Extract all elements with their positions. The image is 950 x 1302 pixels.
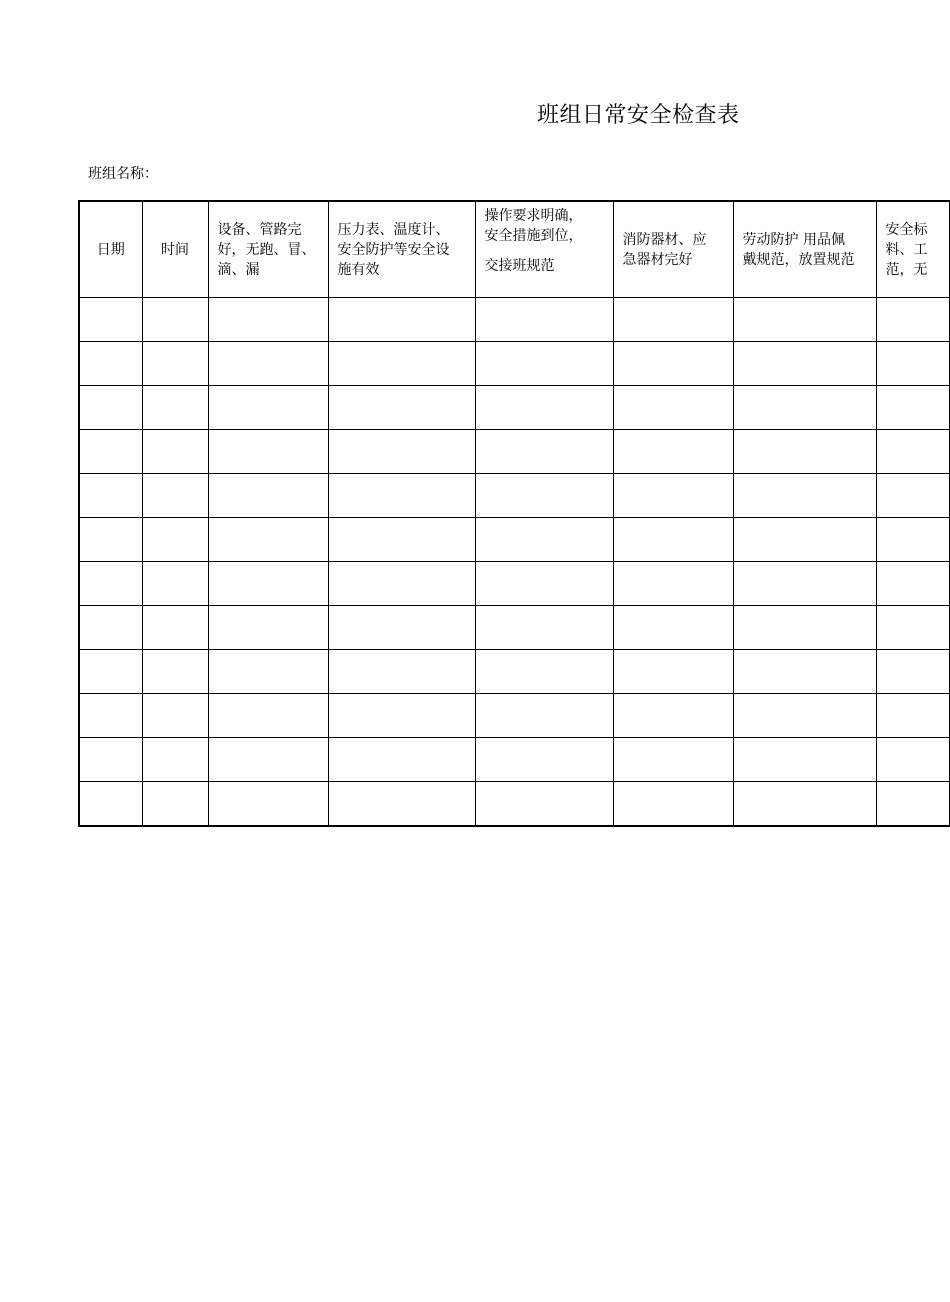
table-cell[interactable] — [328, 342, 475, 386]
table-cell[interactable] — [328, 782, 475, 827]
table-cell[interactable] — [208, 562, 328, 606]
table-cell[interactable] — [208, 694, 328, 738]
column-header-time — [142, 201, 208, 298]
table-cell[interactable] — [733, 694, 876, 738]
table-cell[interactable] — [142, 342, 208, 386]
table-cell[interactable] — [142, 738, 208, 782]
table-cell[interactable] — [79, 342, 142, 386]
table-cell[interactable] — [733, 298, 876, 342]
safety-check-table-container — [78, 200, 928, 824]
table-cell[interactable] — [79, 650, 142, 694]
table-cell[interactable] — [733, 430, 876, 474]
header-line: 劳动防护 用品佩 — [742, 231, 845, 248]
table-cell[interactable] — [475, 386, 613, 430]
table-cell[interactable] — [208, 298, 328, 342]
table-cell[interactable] — [475, 606, 613, 650]
table-cell[interactable] — [142, 606, 208, 650]
header-line: 操作要求明确， — [484, 208, 583, 224]
table-cell[interactable] — [475, 738, 613, 782]
table-cell[interactable] — [733, 650, 876, 694]
column-header-safety-facilities — [328, 201, 475, 298]
header-line: 安全防护等安全设 — [337, 241, 450, 258]
table-cell[interactable] — [142, 650, 208, 694]
table-cell[interactable] — [475, 562, 613, 606]
table-cell[interactable] — [613, 650, 733, 694]
table-cell[interactable] — [475, 430, 613, 474]
table-cell[interactable] — [208, 342, 328, 386]
table-cell[interactable] — [733, 782, 876, 827]
table-cell[interactable] — [208, 650, 328, 694]
table-cell[interactable] — [79, 298, 142, 342]
table-cell[interactable] — [208, 738, 328, 782]
column-header-fire-equipment — [613, 201, 733, 298]
table-cell[interactable] — [208, 386, 328, 430]
table-row — [79, 386, 949, 430]
table-cell[interactable] — [328, 562, 475, 606]
header-line: 消防器材、应 — [622, 231, 707, 248]
table-cell[interactable] — [613, 606, 733, 650]
header-line: 范，无 — [885, 261, 928, 278]
header-line: 设备、管路完 — [217, 221, 302, 238]
header-line: 安全措施到位， — [484, 228, 583, 244]
table-cell[interactable] — [208, 518, 328, 562]
table-row — [79, 606, 949, 650]
table-cell[interactable] — [142, 474, 208, 518]
table-row — [79, 430, 949, 474]
table-row — [79, 782, 949, 827]
table-body — [79, 298, 949, 827]
table-cell[interactable] — [876, 650, 949, 694]
table-cell[interactable] — [475, 342, 613, 386]
table-cell[interactable] — [328, 430, 475, 474]
table-cell[interactable] — [142, 694, 208, 738]
table-cell[interactable] — [208, 782, 328, 827]
table-cell[interactable] — [613, 694, 733, 738]
header-line: 戴规范，放置规范 — [742, 251, 855, 268]
table-cell[interactable] — [79, 518, 142, 562]
table-cell[interactable] — [475, 518, 613, 562]
safety-check-table — [78, 200, 950, 827]
table-row — [79, 650, 949, 694]
table-cell[interactable] — [733, 562, 876, 606]
column-header-equipment — [208, 201, 328, 298]
header-line: 好，无跑、冒、 — [217, 241, 316, 258]
table-cell[interactable] — [613, 518, 733, 562]
table-cell[interactable] — [328, 738, 475, 782]
table-cell[interactable] — [208, 430, 328, 474]
table-cell[interactable] — [142, 298, 208, 342]
table-cell[interactable] — [733, 342, 876, 386]
table-cell[interactable] — [79, 738, 142, 782]
table-cell[interactable] — [733, 738, 876, 782]
table-cell[interactable] — [733, 518, 876, 562]
table-row — [79, 518, 949, 562]
header-line: 安全标 — [885, 221, 928, 238]
table-cell[interactable] — [79, 562, 142, 606]
table-cell[interactable] — [876, 474, 949, 518]
table-cell[interactable] — [733, 386, 876, 430]
table-cell[interactable] — [876, 782, 949, 827]
table-cell[interactable] — [79, 430, 142, 474]
table-cell[interactable] — [733, 606, 876, 650]
table-cell[interactable] — [876, 562, 949, 606]
table-cell[interactable] — [475, 474, 613, 518]
table-cell[interactable] — [876, 386, 949, 430]
table-cell[interactable] — [142, 430, 208, 474]
table-cell[interactable] — [876, 518, 949, 562]
table-cell[interactable] — [613, 342, 733, 386]
table-cell[interactable] — [79, 606, 142, 650]
table-row — [79, 694, 949, 738]
table-cell[interactable] — [475, 694, 613, 738]
column-header-protective-gear — [733, 201, 876, 298]
header-line: 时间 — [161, 241, 189, 258]
table-cell[interactable] — [328, 518, 475, 562]
table-cell[interactable] — [328, 606, 475, 650]
table-cell[interactable] — [142, 782, 208, 827]
table-cell[interactable] — [733, 474, 876, 518]
header-line: 滴、漏 — [217, 261, 260, 278]
table-cell[interactable] — [613, 430, 733, 474]
table-row — [79, 342, 949, 386]
header-row — [79, 201, 949, 298]
table-cell[interactable] — [876, 298, 949, 342]
table-cell[interactable] — [328, 694, 475, 738]
table-cell[interactable] — [328, 386, 475, 430]
table-cell[interactable] — [328, 650, 475, 694]
table-cell[interactable] — [142, 386, 208, 430]
table-cell[interactable] — [79, 386, 142, 430]
column-header-safety-signs — [876, 201, 949, 298]
table-cell[interactable] — [328, 298, 475, 342]
team-name-label: 班组名称： — [88, 166, 158, 182]
table-cell[interactable] — [613, 562, 733, 606]
table-cell[interactable] — [208, 606, 328, 650]
table-cell[interactable] — [208, 474, 328, 518]
table-row — [79, 298, 949, 342]
document-title: 班组日常安全检查表 — [537, 103, 740, 128]
header-line: 压力表、温度计、 — [337, 221, 450, 238]
table-cell[interactable] — [79, 694, 142, 738]
table-cell[interactable] — [475, 298, 613, 342]
table-cell[interactable] — [613, 386, 733, 430]
table-row — [79, 474, 949, 518]
table-cell[interactable] — [79, 474, 142, 518]
table-cell[interactable] — [613, 298, 733, 342]
table-cell[interactable] — [876, 738, 949, 782]
table-row — [79, 738, 949, 782]
table-cell[interactable] — [876, 606, 949, 650]
table-cell[interactable] — [613, 782, 733, 827]
column-header-operation — [475, 201, 613, 298]
header-line: 急器材完好 — [622, 251, 693, 268]
table-cell[interactable] — [328, 474, 475, 518]
table-cell[interactable] — [475, 650, 613, 694]
table-row — [79, 562, 949, 606]
header-line: 施有效 — [337, 261, 380, 278]
table-cell[interactable] — [142, 518, 208, 562]
column-header-date — [79, 201, 142, 298]
table-cell[interactable] — [613, 738, 733, 782]
table-cell[interactable] — [475, 782, 613, 827]
table-cell[interactable] — [876, 430, 949, 474]
header-line: 日期 — [96, 241, 125, 258]
table-cell[interactable] — [142, 562, 208, 606]
table-cell[interactable] — [876, 694, 949, 738]
header-line: 交接班规范 — [484, 258, 555, 274]
table-cell[interactable] — [876, 342, 949, 386]
header-line: 料、工 — [885, 241, 928, 258]
table-cell[interactable] — [79, 782, 142, 827]
table-cell[interactable] — [613, 474, 733, 518]
